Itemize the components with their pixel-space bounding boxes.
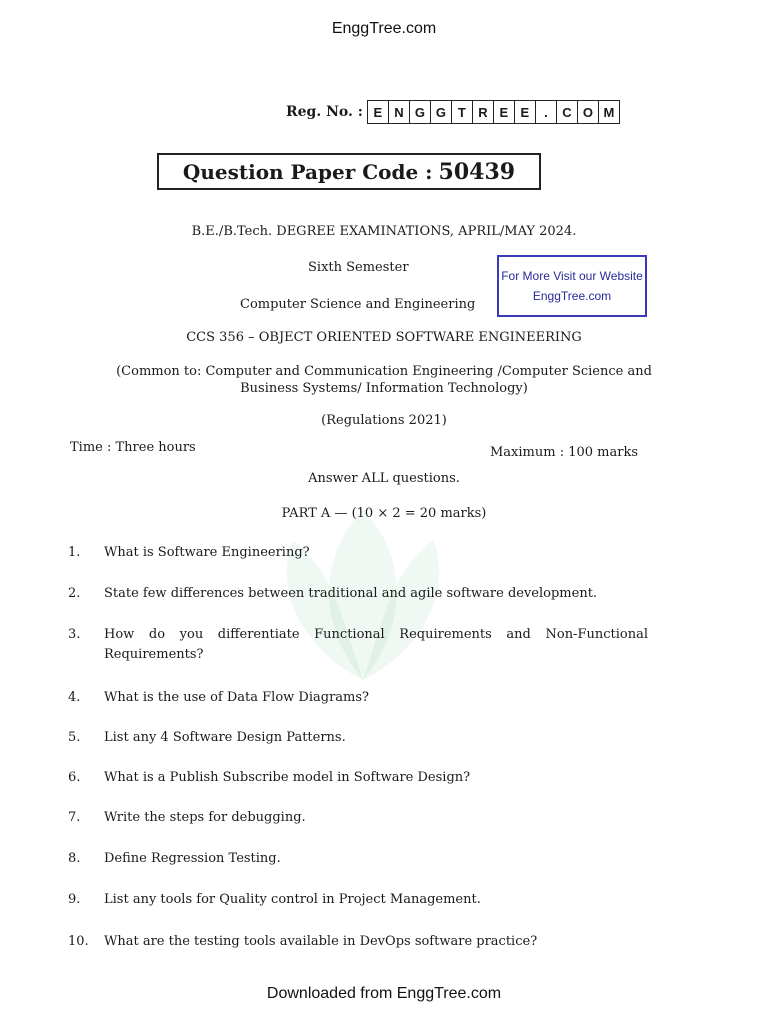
course-title: CCS 356 – OBJECT ORIENTED SOFTWARE ENGINEERING [186,330,582,345]
reg-box: N [389,101,410,123]
question-number: 6. [68,770,81,785]
question-item [68,584,648,604]
question-text: What is a Publish Subscribe model in Software Design? [104,770,471,785]
question-item [68,808,648,828]
time-duration: Time : Three hours [70,440,196,455]
question-item [68,625,648,665]
question-item [68,688,648,708]
question-text: State few differences between traditional and agile software development. [104,586,598,601]
part-heading: PART A — (10 × 2 = 20 marks) [281,506,487,521]
register-number [286,100,620,124]
question-number: 2. [68,586,81,601]
semester: Sixth Semester [308,260,409,275]
paper-code-label: Question Paper Code : [182,159,433,184]
question-item [68,932,648,952]
question-number: 4. [68,690,81,705]
question-number: 3. [68,627,81,642]
site-header: EnggTree.com [331,20,437,37]
question-text: What is the use of Data Flow Diagrams? [104,690,369,705]
reg-box: E [494,101,515,123]
question-paper-code [157,153,541,190]
common-to-line-2: Business Systems/ Information Technology) [240,381,528,396]
question-item [68,543,648,563]
question-text-line-2: Requirements? [104,647,204,662]
instruction: Answer ALL questions. [308,471,460,486]
question-item [68,890,648,910]
question-number: 7. [68,810,81,825]
question-text: Write the steps for debugging. [104,810,306,825]
common-to-line-1: (Common to: Computer and Communication Engineering /Computer Science and [116,364,652,379]
website-ad-box [497,255,647,317]
question-number: 5. [68,730,81,745]
question-number: 9. [68,892,81,907]
reg-box: E [368,101,389,123]
ad-line-2: EnggTree.com [532,289,612,303]
question-text: List any 4 Software Design Patterns. [104,730,346,745]
question-text-line-1: How do you differentiate Functional Requirements and Non-Functional [104,627,648,642]
question-text: List any tools for Quality control in Project Management. [104,892,481,907]
reg-box: T [452,101,473,123]
question-text: What is Software Engineering? [104,545,310,560]
reg-box: . [536,101,557,123]
reg-box: O [578,101,599,123]
reg-box: E [515,101,536,123]
question-text: What are the testing tools available in DevOps software practice? [104,934,538,949]
regulations: (Regulations 2021) [321,413,447,428]
reg-boxes [367,100,620,124]
download-footer: Downloaded from EnggTree.com [266,985,502,1002]
question-number: 8. [68,851,81,866]
reg-box: R [473,101,494,123]
maximum-marks: Maximum : 100 marks [490,445,639,460]
question-text: Define Regression Testing. [104,851,281,866]
exam-title: B.E./B.Tech. DEGREE EXAMINATIONS, APRIL/MAY 2024. [191,224,577,239]
reg-box: G [410,101,431,123]
question-item [68,728,648,748]
question-number: 1. [68,545,81,560]
reg-label: Reg. No. : [286,104,363,120]
reg-box: C [557,101,578,123]
question-item [68,849,648,869]
department: Computer Science and Engineering [240,297,476,312]
question-text-block [104,625,648,665]
reg-box: M [603,104,615,120]
paper-code-number: 50439 [438,158,516,185]
question-number: 10. [68,934,89,949]
question-item [68,768,648,788]
reg-box: G [431,101,452,123]
ad-line-1: For More Visit our Website [501,269,643,283]
